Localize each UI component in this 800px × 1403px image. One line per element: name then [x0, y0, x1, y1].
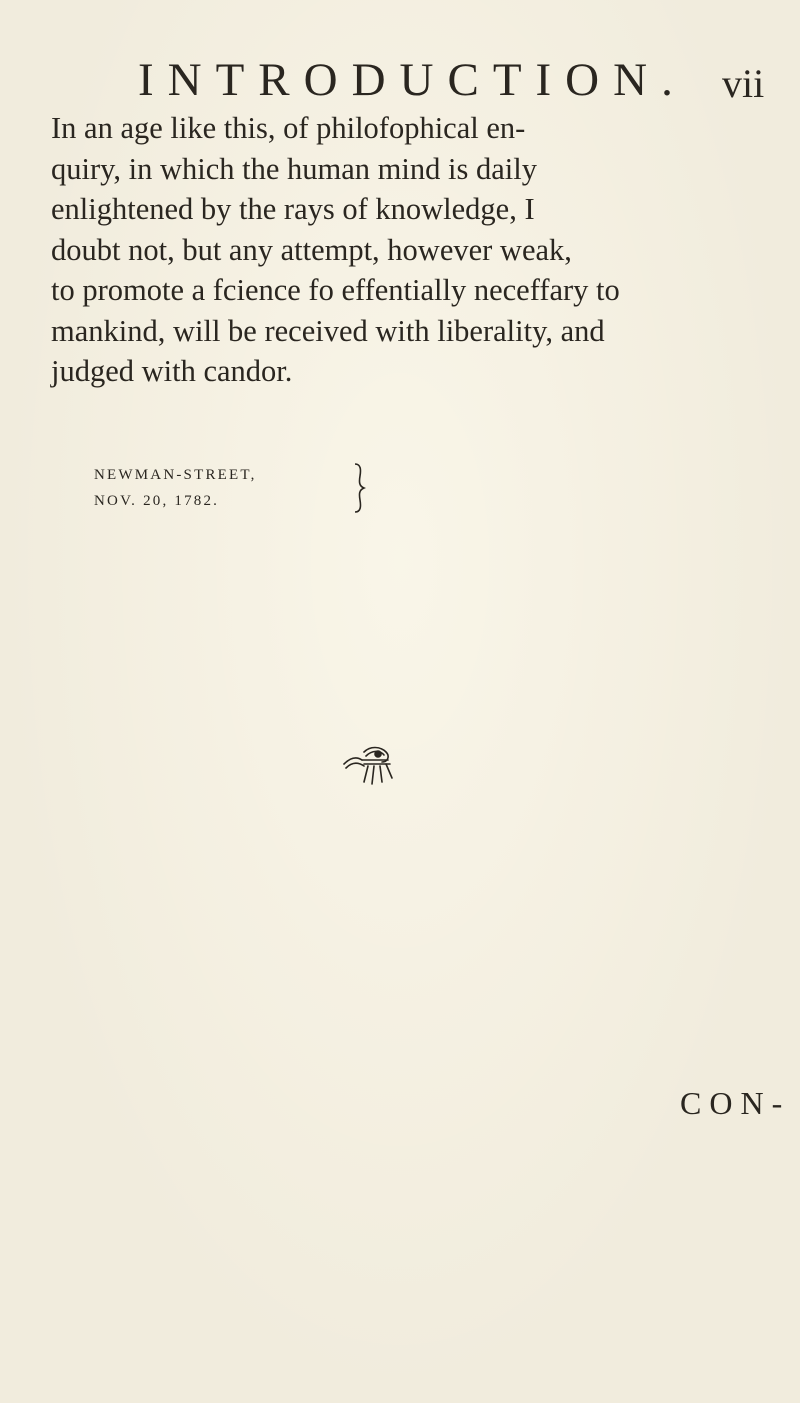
- text-line: mankind, will be received with liberality, and: [51, 313, 605, 348]
- running-title: INTRODUCTION.: [138, 54, 687, 106]
- text-line: enlightened by the rays of knowledge, I: [51, 192, 535, 226]
- text-line: to promote a fcience fo effentially neceffary to: [51, 273, 620, 307]
- printers-flourish-ornament-icon: [340, 742, 400, 786]
- text-line: judged with candor.: [51, 354, 293, 388]
- dateline-date: NOV. 20, 1782.: [94, 493, 220, 509]
- text-line: doubt not, but any attempt, however weak,: [51, 232, 572, 267]
- page-number: vii: [722, 61, 765, 106]
- running-head: [0, 50, 800, 110]
- catchword: CON-: [680, 1085, 791, 1121]
- dateline: [94, 462, 257, 514]
- text-line: In an age like this, of philofophical en-: [51, 111, 526, 145]
- brace-icon: [352, 462, 366, 514]
- dateline-place: NEWMAN-STREET,: [94, 467, 257, 483]
- text-line: quiry, in which the human mind is daily: [51, 151, 537, 186]
- body-paragraph: [51, 108, 741, 392]
